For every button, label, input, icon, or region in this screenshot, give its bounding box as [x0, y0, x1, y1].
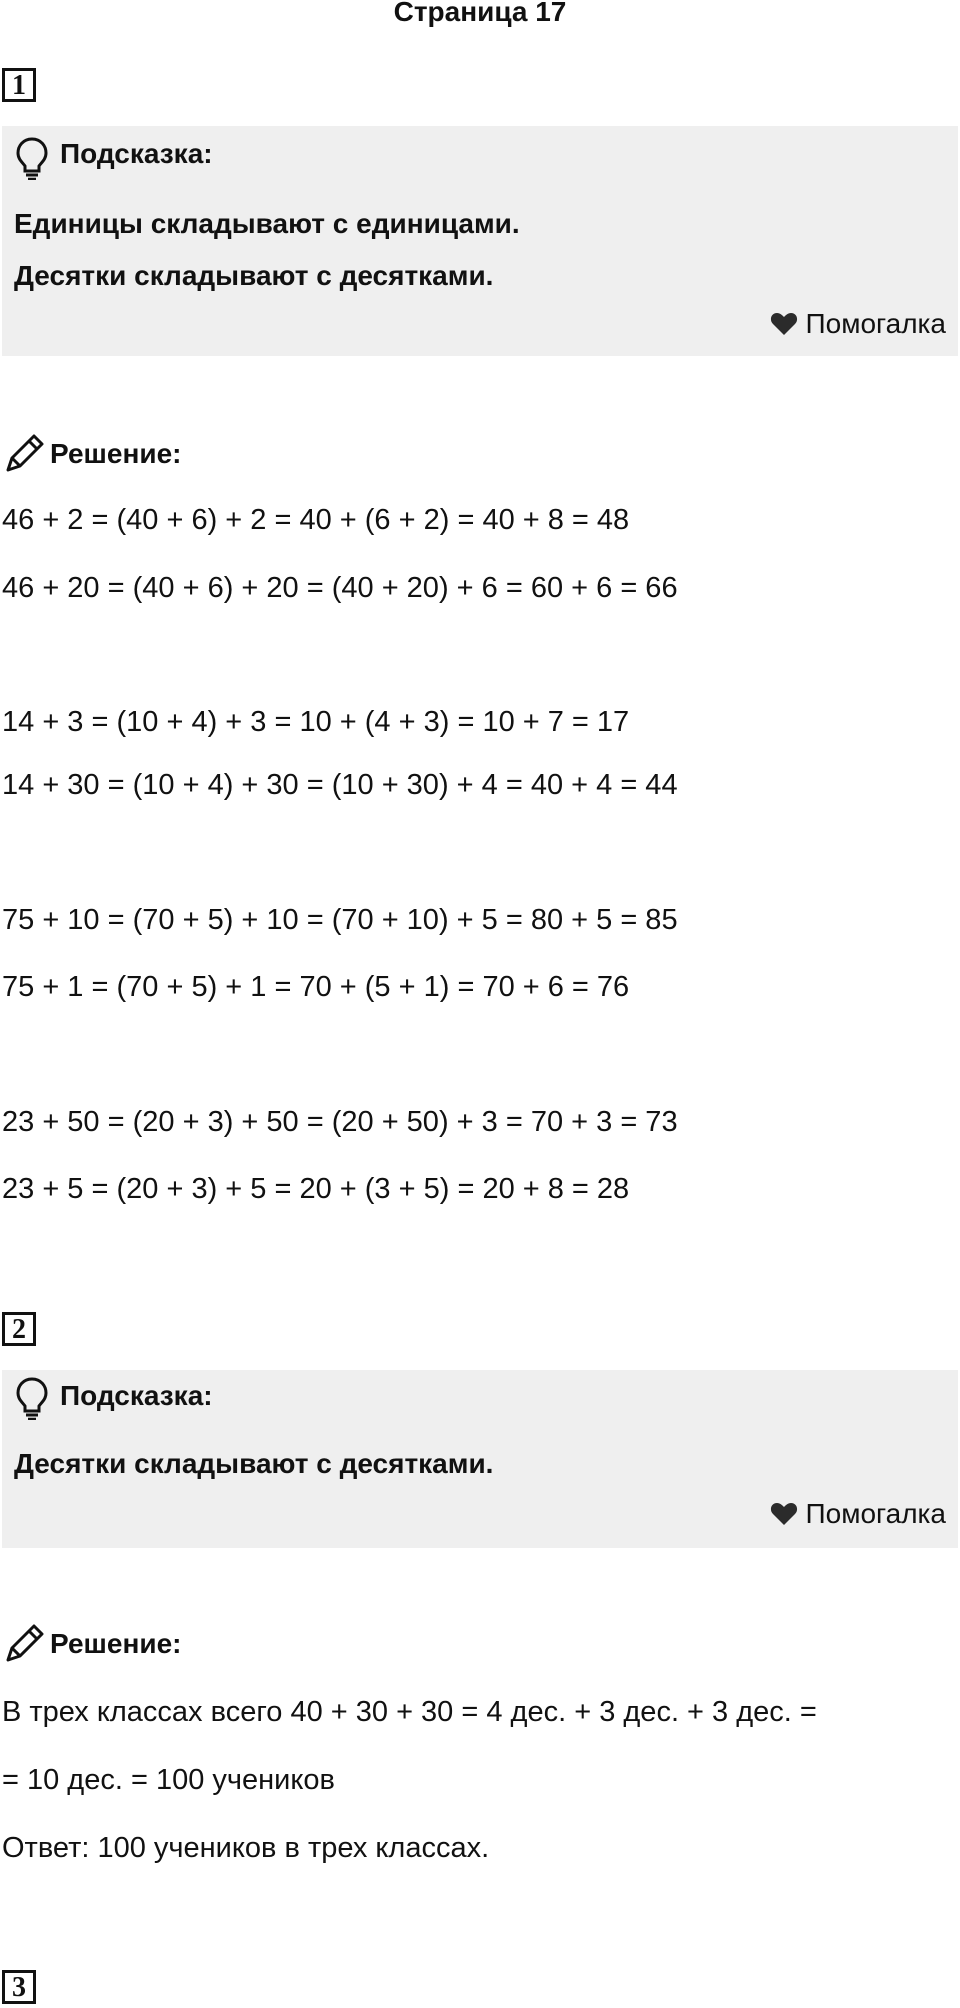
hint-line: Единицы складывают с единицами.: [14, 208, 520, 239]
page-title: Страница 17: [393, 0, 567, 27]
hint-box-1: [2, 126, 958, 356]
heart-icon: [770, 1499, 798, 1535]
solution-line: 46 + 20 = (40 + 6) + 20 = (40 + 20) + 6 = 60 + 6 = 66: [2, 572, 678, 604]
pencil-icon: [4, 432, 46, 479]
solution-line: 23 + 5 = (20 + 3) + 5 = 20 + (3 + 5) = 20 + 8 = 28: [2, 1173, 630, 1205]
hint-line: Десятки складывают с десятками.: [14, 260, 494, 291]
solution-line: = 10 дес. = 100 учеников: [2, 1764, 335, 1796]
solution-line: 75 + 1 = (70 + 5) + 1 = 70 + (5 + 1) = 70 + 6 = 76: [2, 971, 630, 1003]
heart-icon: [770, 309, 798, 345]
hint-line: Десятки складывают с десятками.: [14, 1448, 494, 1479]
solution-line: 75 + 10 = (70 + 5) + 10 = (70 + 10) + 5 = 80 + 5 = 85: [2, 904, 678, 936]
solution-line: 46 + 2 = (40 + 6) + 2 = 40 + (6 + 2) = 40 + 8 = 48: [2, 504, 630, 536]
solution-line: 23 + 50 = (20 + 3) + 50 = (20 + 50) + 3 = 70 + 3 = 73: [2, 1106, 678, 1138]
task-number-2: 2: [2, 1312, 36, 1346]
solution-title: Решение:: [50, 438, 182, 469]
brand-label: [770, 306, 946, 345]
task-number-3: 3: [2, 1970, 36, 2004]
hint-box-2: [2, 1370, 958, 1548]
solution-line: В трех классах всего 40 + 30 + 30 = 4 дес. + 3 дес. + 3 дес. =: [2, 1696, 817, 1728]
solution-line: Ответ: 100 учеников в трех классах.: [2, 1832, 490, 1864]
brand-text: Помогалка: [805, 308, 946, 339]
hint-title: Подсказка:: [60, 1380, 213, 1411]
solution-title: Решение:: [50, 1628, 182, 1659]
pencil-icon: [4, 1622, 46, 1669]
lightbulb-icon: [14, 136, 50, 185]
brand-label: [770, 1496, 946, 1535]
hint-title: Подсказка:: [60, 138, 213, 169]
solution-line: 14 + 3 = (10 + 4) + 3 = 10 + (4 + 3) = 10 + 7 = 17: [2, 706, 630, 738]
brand-text: Помогалка: [805, 1498, 946, 1529]
task-number-1: 1: [2, 68, 36, 102]
solution-line: 14 + 30 = (10 + 4) + 30 = (10 + 30) + 4 = 40 + 4 = 44: [2, 769, 678, 801]
lightbulb-icon: [14, 1376, 50, 1425]
